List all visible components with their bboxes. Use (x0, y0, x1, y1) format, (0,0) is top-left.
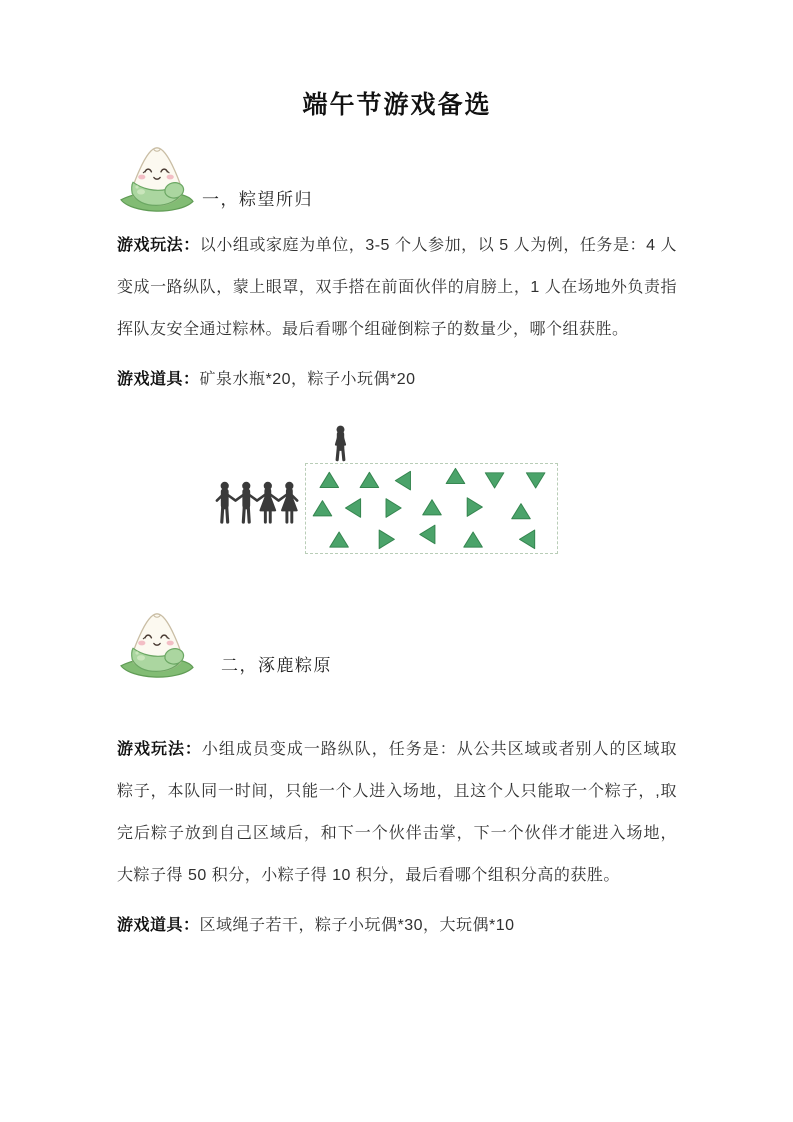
props-text: 矿泉水瓶*20，粽子小玩偶*20 (199, 371, 416, 388)
zongzi-mascot-icon (117, 141, 197, 217)
zongzi-field (305, 463, 558, 554)
section2-header (117, 605, 677, 683)
zongzi-field-canvas (306, 464, 557, 553)
zongzi-triangle (467, 498, 482, 517)
zongzi-triangle (313, 501, 332, 516)
zongzi-triangle (512, 504, 531, 519)
section1-heading: 一，粽望所归 (202, 190, 313, 209)
zongzi-triangle (395, 471, 410, 490)
section1-header (117, 139, 677, 217)
zongzi-triangle (320, 472, 339, 487)
zongzi-triangle (420, 525, 435, 544)
zongzi-triangle (526, 473, 545, 488)
section1-gameplay (117, 225, 677, 351)
game1-diagram (117, 425, 677, 561)
zongzi-triangle (386, 499, 401, 518)
section2-heading: 二，涿鹿粽原 (221, 656, 332, 675)
zongzi-triangle (485, 473, 504, 488)
section2-props (117, 905, 677, 947)
zongzi-triangle (520, 530, 535, 549)
gameplay-label: 游戏玩法： (117, 237, 200, 254)
page-title: 端午节游戏备选 (302, 92, 492, 119)
gameplay-text: 小组成员变成一路纵队，任务是：从公共区域或者别人的区域取粽子，本队同一时间，只能一个人进入场地，且这个人只能取一个粽子，,取完后粽子放到自己区域后，和下一个伙伴击掌，下一个伙伴才能进入场地，大粽子得 50 积分，小粽子得 10 积分，最后看哪个组积分高的获胜。 (117, 741, 677, 884)
zongzi-triangle (360, 472, 379, 487)
zongzi-triangle (446, 468, 465, 483)
zongzi-triangle (345, 499, 360, 518)
zongzi-triangle (330, 532, 349, 547)
props-text: 区域绳子若干，粽子小玩偶*30，大玩偶*10 (199, 917, 515, 934)
gameplay-text: 以小组或家庭为单位，3-5 个人参加，以 5 人为例，任务是：4 人变成一路纵队，蒙上眼罩，双手搭在前面伙伴的肩膀上，1 人在场地外负责指挥队友安全通过粽林。最后看哪个组碰倒粽子的数量少，哪个组获胜。 (117, 237, 677, 338)
section1-props (117, 359, 677, 401)
props-label: 游戏道具： (117, 917, 200, 934)
zongzi-triangle (379, 530, 394, 549)
zongzi-triangle (423, 500, 442, 515)
players-chain-icon (215, 480, 303, 527)
section2-gameplay (117, 729, 677, 897)
zongzi-triangle (464, 532, 483, 547)
gameplay-label: 游戏玩法： (117, 741, 202, 758)
props-label: 游戏道具： (117, 371, 200, 388)
zongzi-mascot-icon (117, 607, 197, 683)
guide-figure-icon (330, 425, 351, 462)
